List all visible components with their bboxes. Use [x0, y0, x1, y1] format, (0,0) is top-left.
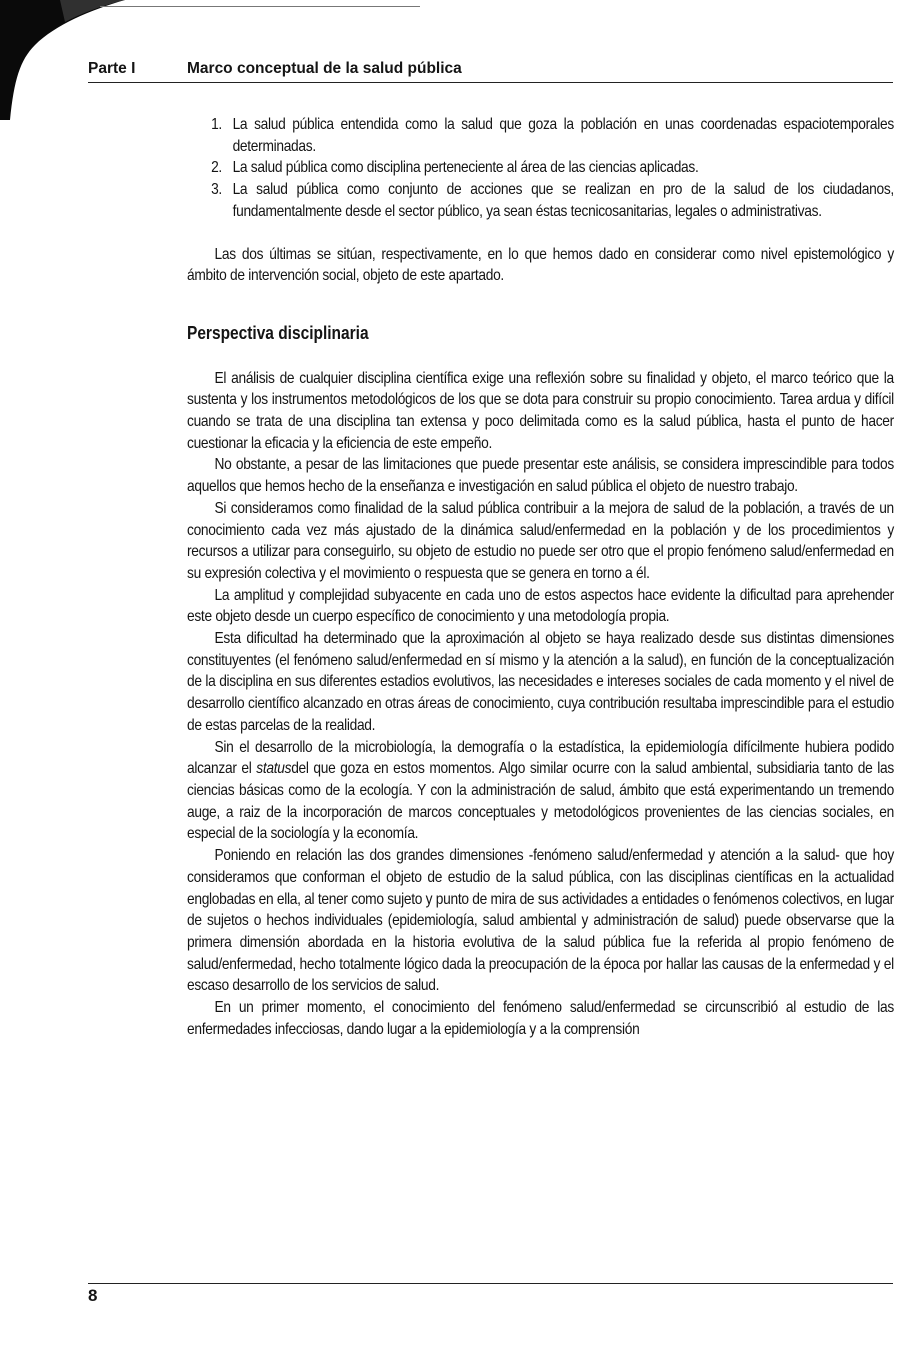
- part-label: Parte I: [88, 60, 136, 77]
- paragraph: Si consideramos como finalidad de la salud pública contribuir a la mejora de salud de la población, a través de un conocimiento cada vez más ajustado de la dinámica salud/enfermedad en la población y de los procedimientos y recursos a utilizar para conseguirlo, su objeto de estudio no puede ser otro que el propio fenómeno salud/enfermedad en su expresión colectiva y el movimiento o respuesta que se genera en torno a él.: [187, 499, 894, 582]
- paragraph: Las dos últimas se sitúan, respectivamente, en lo que hemos dado en considerar como nivel epistemológico y ámbito de intervención social, objeto de este apartado.: [187, 245, 894, 285]
- page-body: [187, 114, 894, 1040]
- numbered-list: [187, 114, 894, 223]
- running-header: [88, 60, 893, 83]
- italic-term: status: [256, 760, 292, 778]
- list-item: 3. La salud pública como conjunto de acciones que se realizan en pro de la salud de los ciudadanos, fundamentalmente desde el sector público, ya sean éstas tecnicosanitarias, legales o administrativas.: [211, 181, 894, 220]
- list-item: 1. La salud pública entendida como la salud que goza la población en unas coordenadas espaciotemporales determinadas.: [211, 116, 894, 155]
- footer-rule: [88, 1283, 893, 1284]
- paragraph: Sin el desarrollo de la microbiología, la demografía o la estadística, la epidemiología difícilmente hubiera podido alcanzar el statusdel que goza en estos momentos. Algo similar ocurre con la salud ambiental, subsidiaria tanto de las ciencias básicas como de la ecología. Y con la administración de salud, ámbito que está experimentando un tremendo auge, a raiz de la incorporación de marcos conceptuales y metodológicos provenientes de las ciencias sociales, en especial de la sociología y la economía.: [187, 738, 894, 843]
- paragraph: El análisis de cualquier disciplina científica exige una reflexión sobre su finalidad y objeto, el marco teórico que la sustenta y los instrumentos metodológicos de los que se dota para construir su propio conocimiento. Tarea ardua y difícil cuando se trata de una disciplina tan extensa y poco delimitada como es la salud pública, hasta el punto de hacer cuestionar la eficacia y la eficiencia de este empeño.: [187, 369, 894, 452]
- paragraph: No obstante, a pesar de las limitaciones que puede presentar este análisis, se considera imprescindible para todos aquellos que hemos hecho de la enseñanza e investigación en salud pública el objeto de nuestro trabajo.: [187, 456, 894, 496]
- chapter-title: Marco conceptual de la salud pública: [187, 60, 462, 77]
- paragraph: La amplitud y complejidad subyacente en cada uno de estos aspectos hace evidente la dificultad para aprehender este objeto desde un cuerpo específico de conocimiento y una metodología propia.: [187, 586, 894, 626]
- paragraph: Esta dificultad ha determinado que la aproximación al objeto se haya realizado desde sus distintas dimensiones constituyentes (el fenómeno salud/enfermedad en sí mismo y la atención a la salud), en función de la conceptualización de la disciplina en sus diferentes estadios evolutivos, las necesidades e intereses sociales de cada momento y el nivel de desarrollo científico alcanzado en otras áreas de conocimiento, cuya contribución resultaba imprescindible para el estudio de estas parcelas de la realidad.: [187, 630, 894, 734]
- page-number: 8: [88, 1286, 98, 1305]
- paragraph: En un primer momento, el conocimiento del fenómeno salud/enfermedad se circunscribió al estudio de las enfermedades infecciosas, dando lugar a la epidemiología y a la comprensión: [187, 999, 894, 1038]
- section-heading: Perspectiva disciplinaria: [187, 322, 369, 343]
- paragraph: Poniendo en relación las dos grandes dimensiones -fenómeno salud/enfermedad y atención a la salud- que hoy consideramos que conforman el objeto de estudio de la salud pública, con las disciplinas científicas en la actualidad englobadas en ella, al tener como sujeto y punto de mira de sus actividades a entidades o fenómenos colectivos, en lugar de sujetos o hechos individuales (epidemiología, salud ambiental y administración de salud) puede observarse que la primera dimensión abordada en la historia evolutiva de la salud pública fue la referida al propio fenómeno de salud/enfermedad, hecho totalmente lógico dada la preocupación de la época por hallar las causas de la enfermedad y el escaso desarrollo de los servicios de salud.: [187, 847, 894, 995]
- scan-edge-line: [100, 6, 420, 7]
- list-item: 2. La salud pública como disciplina perteneciente al área de las ciencias aplicadas.: [211, 159, 699, 177]
